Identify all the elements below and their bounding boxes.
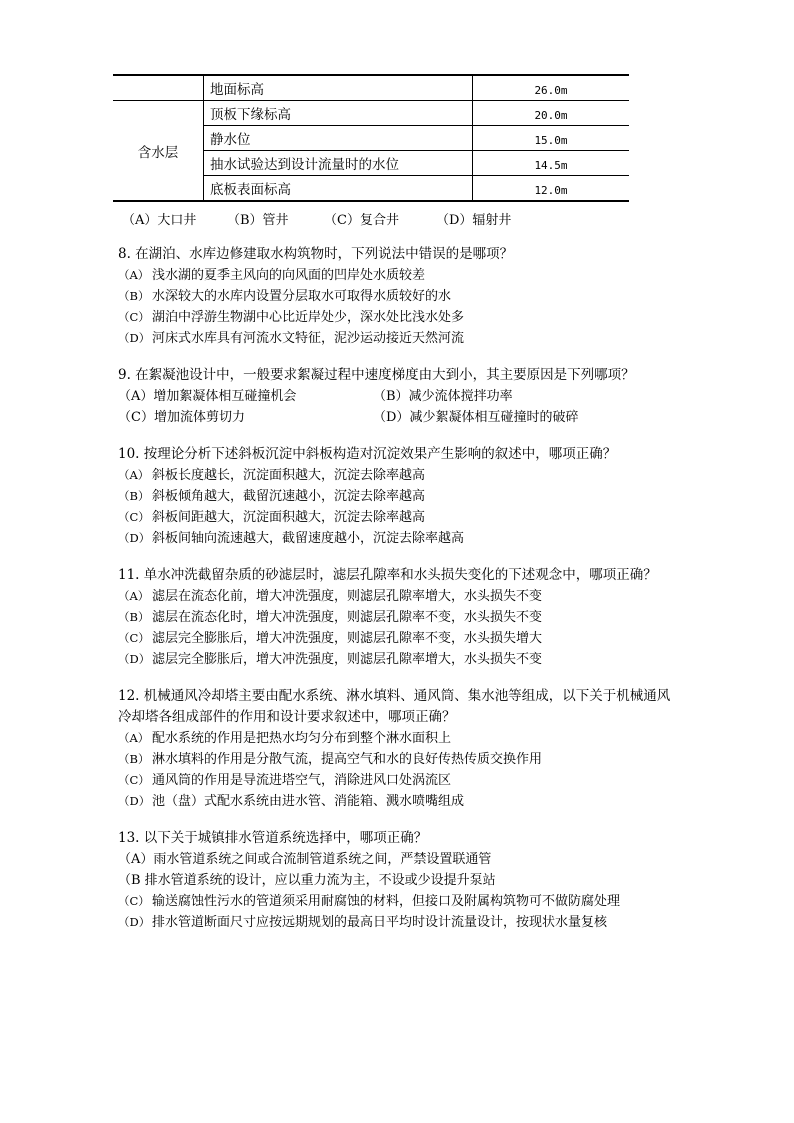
q7-option-b: （B）管井	[227, 213, 289, 228]
row-value: 20.0m	[473, 101, 630, 126]
option-b: （B 排水管道系统的设计，应以重力流为主，不设或少设提升泵站	[118, 873, 496, 888]
question-stem: 10. 按理论分析下述斜板沉淀中斜板构造对沉淀效果产生影响的叙述中，哪项正确？	[118, 446, 617, 462]
option-c: （C） 滤层完全膨胀后，增大冲洗强度，则滤层孔隙率不变，水头损失增大	[118, 631, 543, 646]
option-a: （A） 浅水湖的夏季主风向的向风面的凹岸处水质较差	[118, 268, 426, 283]
option-b: （B） 斜板倾角越大，截留沉速越小，沉淀去除率越高	[118, 489, 426, 504]
row-value: 12.0m	[534, 183, 568, 197]
row-value: 15.0m	[473, 126, 630, 151]
row-label: 底板表面标高	[204, 176, 473, 202]
row-label: 顶板下缘标高	[204, 101, 473, 126]
option-a: （A） 滤层在流态化前，增大冲洗强度，则滤层孔隙率增大，水头损失不变	[118, 589, 543, 604]
option-c: （C） 湖泊中浮游生物湖中心比近岸处少，深水处比浅水处多	[118, 310, 465, 325]
option-b: （B）减少流体搅拌功率	[373, 389, 513, 404]
q7-option-d: （D）辐射井	[436, 213, 512, 228]
question-9	[118, 365, 678, 428]
question-11	[118, 565, 678, 670]
option-b: （B） 滤层在流态化时，增大冲洗强度，则滤层孔隙率不变，水头损失不变	[118, 610, 543, 625]
q7-option-c: （C）复合井	[324, 213, 399, 228]
row-value: 26.0m	[473, 75, 630, 101]
option-b: （B） 水深较大的水库内设置分层取水可取得水质较好的水	[118, 289, 452, 304]
q7-option-a: （A）大口井	[122, 213, 197, 228]
option-d: （D） 河床式水库具有河流水文特征，泥沙运动接近天然河流	[118, 331, 465, 346]
option-d: （D） 斜板间轴向流速越大，截留速度越小，沉淀去除率越高	[118, 531, 465, 546]
question-stem: 12. 机械通风冷却塔主要由配水系统、淋水填料、通风筒、集水池等组成，以下关于机械通风冷却塔各组成部件的作用和设计要求叙述中，哪项正确？	[118, 688, 671, 725]
row-value: 14.5m	[473, 151, 630, 176]
row-label: 静水位	[204, 126, 473, 151]
row-label: 地面标高	[204, 75, 473, 101]
option-d: （D）减少絮凝体相互碰撞时的破碎	[373, 410, 579, 425]
question-stem: 8. 在湖泊、水库边修建取水构筑物时，下列说法中错误的是哪项？	[118, 246, 514, 262]
option-c: （C） 斜板间距越大，沉淀面积越大，沉淀去除率越高	[118, 510, 426, 525]
option-a: （A）增加絮凝体相互碰撞机会	[118, 389, 297, 404]
question-stem: 9. 在絮凝池设计中，一般要求絮凝过程中速度梯度由大到小，其主要原因是下列哪项？	[118, 367, 635, 383]
option-d: （D） 滤层完全膨胀后，增大冲洗强度，则滤层孔隙率增大，水头损失不变	[118, 652, 543, 667]
option-a: （A） 斜板长度越长，沉淀面积越大，沉淀去除率越高	[118, 468, 426, 483]
table-row	[113, 75, 629, 101]
option-b: （B） 淋水填料的作用是分散气流，提高空气和水的良好传热传质交换作用	[118, 752, 543, 767]
option-c: （C）增加流体剪切力	[118, 410, 245, 425]
group-label: 含水层	[113, 101, 204, 202]
question-8	[118, 244, 678, 349]
row-label: 抽水试验达到设计流量时的水位	[204, 151, 473, 176]
option-d: （D） 排水管道断面尺寸应按远期规划的最高日平均时设计流量设计，按现状水量复核	[118, 915, 608, 930]
question-12	[118, 686, 673, 812]
question-stem: 11. 单水冲洗截留杂质的砂滤层时，滤层孔隙率和水头损失变化的下述观念中，哪项正确？	[118, 567, 657, 583]
option-a: （A） 配水系统的作用是把热水均匀分布到整个淋水面积上	[118, 731, 452, 746]
option-c: （C） 输送腐蚀性污水的管道须采用耐腐蚀的材料，但接口及附属构筑物可不做防腐处理	[118, 894, 621, 909]
option-d: （D） 池（盘）式配水系统由进水管、消能箱、溅水喷嘴组成	[118, 794, 465, 809]
aquifer-table	[113, 74, 629, 202]
question-stem: 13. 以下关于城镇排水管道系统选择中，哪项正确？	[118, 830, 428, 846]
option-c: （C） 通风筒的作用是导流进塔空气，消除进风口处涡流区	[118, 773, 452, 788]
q7-options	[122, 209, 511, 228]
question-13	[118, 828, 678, 933]
option-a: （A）雨水管道系统之间或合流制管道系统之间，严禁设置联通管	[118, 852, 492, 867]
question-10	[118, 444, 678, 549]
table-row	[113, 101, 629, 126]
